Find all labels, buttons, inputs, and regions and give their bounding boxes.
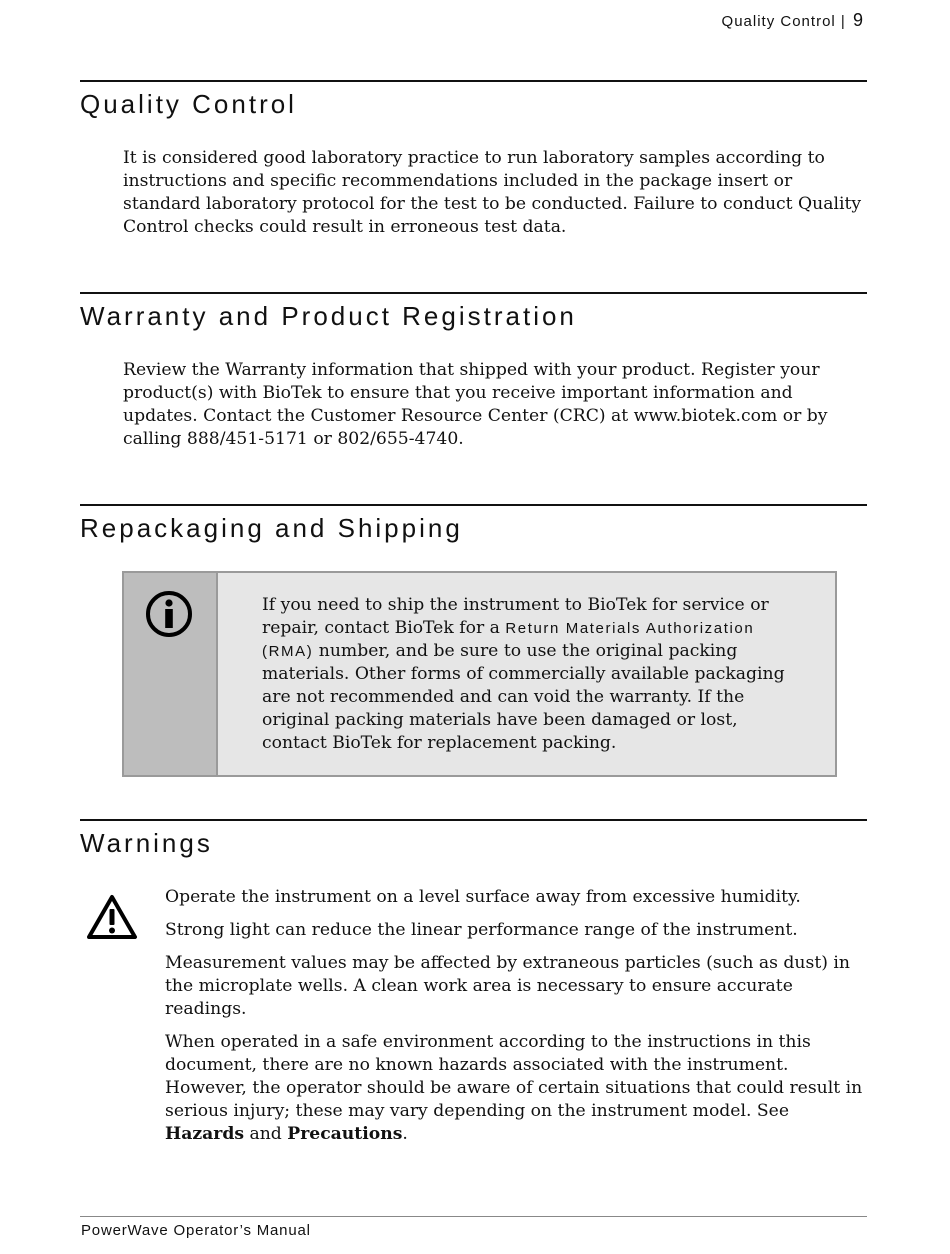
info-note-box [122,571,837,777]
info-circle-icon [144,589,194,639]
section-title: Quality Control [80,89,297,119]
warning-item: Measurement values may be affected by extraneous particles (such as dust) in the microplate wells. A clean work area is necessary to ensure accurate readings. [165,953,850,1019]
section-title: Warranty and Product Registration [80,301,577,331]
info-text-part1: If you need to ship the instrument to BioTek for service or repair, contact BioTek for a [262,595,769,638]
section-rule [80,80,867,82]
rma-term: Return Materials Authorization (RMA) [262,620,755,660]
section-title: Warnings [80,828,213,858]
footer-text: PowerWave Operator’s Manual [81,1222,311,1239]
section-rule [80,292,867,294]
section-warranty [80,292,867,449]
running-header-section: Quality Control | [721,13,846,30]
warning-item: Operate the instrument on a level surface away from excessive humidity. [165,887,801,907]
section-quality-control [80,80,867,237]
period: . [402,1124,408,1144]
hazards-reference: Hazards [165,1124,245,1144]
precautions-reference: Precautions [287,1124,403,1144]
section-body: Review the Warranty information that shipped with your product. Register your product(s) with BioTek to ensure that you receive important information and updates. Contact the Customer Resource Center (CRC) at www.biotek.com or by calling 888/451-5171 or 802/655-4740. [123,360,828,449]
page-number: 9 [852,10,863,30]
warning-item [165,1031,865,1146]
running-header [722,10,863,31]
info-note-text [262,594,802,755]
section-body: It is considered good laboratory practice to run laboratory samples according to instructions and specific recommendations included in the package insert or standard laboratory protocol for the test to be conducted. Failure to conduct Quality Control checks could result in erroneous test data. [123,148,862,237]
section-rule [80,504,867,506]
warning-item-text: When operated in a safe environment according to the instructions in this document, there are no known hazards associated with the instrument. However, the operator should be aware of certain situations that could result in serious injury; these may vary depending on the instrument model. See [165,1032,863,1121]
info-sidebar [124,573,218,775]
section-title: Repackaging and Shipping [80,513,463,543]
section-repackaging [80,504,867,544]
section-warnings [80,819,867,859]
and-word: and [244,1124,288,1144]
section-rule [80,819,867,821]
footer-rule [80,1216,867,1217]
warnings-list [165,886,865,1156]
warning-item: Strong light can reduce the linear performance range of the instrument. [165,920,798,940]
warning-triangle-icon [86,893,138,941]
info-text-part2: number, and be sure to use the original packing materials. Other forms of commercially available packaging are not recommended and can void the warranty. If the original packing materials have been damaged or lost, contact BioTek for replacement packing. [262,641,785,753]
